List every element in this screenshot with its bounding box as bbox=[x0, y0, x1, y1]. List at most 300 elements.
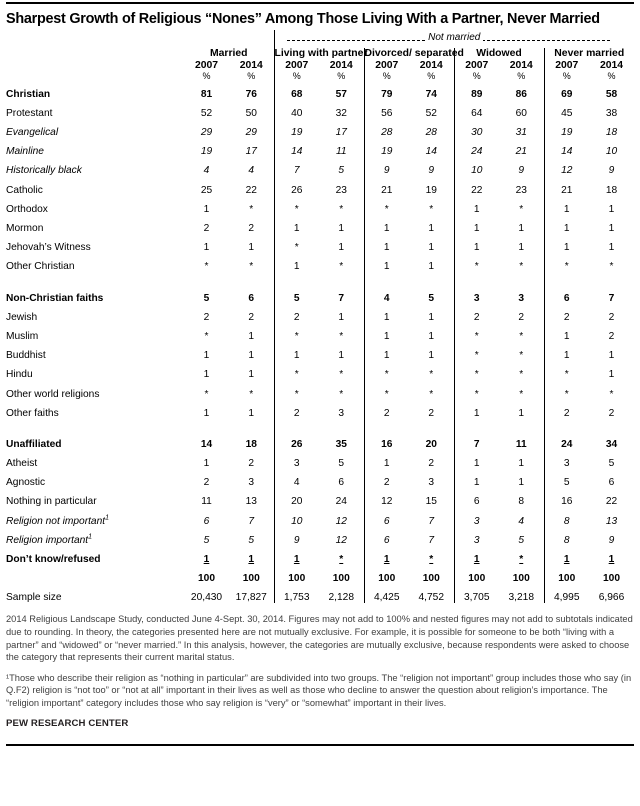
data-cell: 1 bbox=[364, 450, 409, 469]
data-cell: 2 bbox=[248, 458, 255, 470]
data-cell: * bbox=[519, 261, 524, 273]
data-cell: 3 bbox=[518, 292, 525, 304]
spacer-cell bbox=[6, 30, 184, 48]
data-cell: 6 bbox=[338, 477, 345, 489]
data-cell: 1 bbox=[544, 234, 589, 253]
data-cell: * bbox=[339, 330, 344, 342]
spacer-cell bbox=[499, 419, 544, 431]
spacer-cell bbox=[319, 419, 364, 431]
data-cell: 9 bbox=[518, 165, 525, 177]
data-cell: 23 bbox=[515, 184, 527, 196]
table-row bbox=[6, 138, 634, 157]
data-cell: 2,128 bbox=[328, 592, 354, 604]
data-cell: 4 bbox=[203, 165, 210, 177]
data-cell: 4,752 bbox=[418, 592, 444, 604]
data-cell: * bbox=[249, 203, 254, 215]
table-row bbox=[6, 584, 634, 603]
data-cell: * bbox=[249, 388, 254, 400]
data-cell: 52 bbox=[425, 107, 437, 119]
underlined-value: * bbox=[339, 554, 344, 565]
data-cell: 1 bbox=[608, 203, 615, 215]
data-cell: 4,995 bbox=[544, 584, 589, 603]
data-cell: 68 bbox=[274, 81, 319, 100]
year-header: 2007 bbox=[194, 59, 219, 71]
data-cell bbox=[319, 546, 364, 565]
data-cell: 1 bbox=[274, 215, 319, 234]
spacer-cell bbox=[274, 419, 319, 431]
table-row bbox=[6, 469, 634, 488]
data-cell: * bbox=[544, 380, 589, 399]
table-row bbox=[6, 400, 634, 419]
data-cell: 5 bbox=[544, 469, 589, 488]
unit-header: % bbox=[454, 71, 499, 81]
data-cell: 52 bbox=[200, 107, 213, 119]
data-cell: 1 bbox=[364, 234, 409, 253]
data-cell: 4 bbox=[364, 284, 409, 303]
table-row bbox=[6, 323, 634, 342]
data-cell: * bbox=[519, 330, 524, 342]
row-label: Other world religions bbox=[6, 388, 100, 400]
data-cell: 1 bbox=[428, 242, 435, 254]
data-cell: 6 bbox=[364, 527, 409, 546]
data-cell bbox=[589, 546, 634, 565]
data-cell: 2 bbox=[428, 407, 435, 419]
data-cell: 7 bbox=[428, 534, 435, 546]
unit-header: % bbox=[544, 71, 589, 81]
data-cell: 6 bbox=[203, 515, 210, 527]
underlined-value: 1 bbox=[293, 554, 300, 565]
unit-header: % bbox=[202, 70, 211, 81]
data-cell: 24 bbox=[454, 138, 499, 157]
data-cell: 2 bbox=[248, 311, 255, 323]
row-label: Nothing in particular bbox=[6, 496, 97, 508]
data-cell: 17,827 bbox=[235, 592, 267, 604]
data-cell: 50 bbox=[245, 107, 257, 119]
data-cell: 19 bbox=[425, 184, 437, 196]
data-cell: 29 bbox=[200, 127, 213, 139]
data-cell: 11 bbox=[335, 146, 347, 158]
data-cell: * bbox=[519, 203, 524, 215]
data-cell: 13 bbox=[245, 496, 257, 508]
spacer-cell bbox=[454, 419, 499, 431]
data-cell: 1 bbox=[608, 223, 615, 234]
row-label: Religion not important$^1$ bbox=[6, 514, 110, 527]
spacer-cell bbox=[6, 419, 184, 431]
data-cell: 7 bbox=[274, 157, 319, 176]
data-cell: 40 bbox=[274, 100, 319, 119]
data-cell: 1 bbox=[248, 242, 255, 254]
row-label: Hindu bbox=[6, 369, 33, 381]
data-cell: 1 bbox=[428, 330, 435, 342]
data-cell: 1 bbox=[454, 234, 499, 253]
data-cell: 4 bbox=[274, 469, 319, 488]
not-married-span-row bbox=[6, 30, 634, 48]
data-cell: * bbox=[339, 203, 344, 215]
data-cell: * bbox=[544, 361, 589, 380]
row-label: Muslim bbox=[6, 330, 39, 342]
data-cell: 2 bbox=[544, 400, 589, 419]
data-cell: 1 bbox=[544, 342, 589, 361]
bottom-rule bbox=[6, 744, 634, 746]
row-label: Mormon bbox=[6, 223, 44, 234]
year-header-row bbox=[6, 60, 634, 71]
row-label: Jehovah’s Witness bbox=[6, 242, 91, 254]
data-cell: 76 bbox=[245, 88, 257, 100]
data-cell: 14 bbox=[544, 138, 589, 157]
data-cell bbox=[184, 546, 229, 565]
footnote-marker: 1 bbox=[105, 514, 110, 522]
spacer-cell bbox=[229, 272, 274, 284]
row-label: Orthodox bbox=[6, 203, 48, 215]
data-cell: 1 bbox=[203, 407, 210, 419]
data-cell: 1 bbox=[608, 242, 615, 254]
data-cell: 3 bbox=[428, 477, 435, 489]
data-cell: * bbox=[454, 253, 499, 272]
data-cell: 2 bbox=[203, 223, 210, 234]
data-cell: 2 bbox=[608, 311, 615, 323]
data-cell: 5 bbox=[338, 165, 345, 177]
spacer-cell bbox=[364, 272, 409, 284]
data-cell: 34 bbox=[605, 438, 618, 450]
table-row bbox=[6, 450, 634, 469]
data-cell bbox=[409, 546, 454, 565]
table-header bbox=[6, 30, 634, 81]
data-cell: 32 bbox=[335, 107, 347, 119]
data-cell bbox=[499, 546, 544, 565]
data-cell: 1 bbox=[248, 407, 255, 419]
data-cell: 19 bbox=[274, 119, 319, 138]
data-cell: 22 bbox=[245, 184, 257, 196]
data-cell: * bbox=[249, 261, 254, 273]
data-cell: 2 bbox=[364, 400, 409, 419]
notes-block bbox=[6, 603, 634, 730]
data-cell: 1 bbox=[608, 369, 615, 381]
data-cell: 56 bbox=[364, 100, 409, 119]
row-label: Mainline bbox=[6, 146, 44, 158]
underlined-value: 1 bbox=[608, 554, 615, 565]
data-cell: 2 bbox=[608, 330, 615, 342]
data-cell: 16 bbox=[364, 431, 409, 450]
data-cell: * bbox=[609, 388, 614, 400]
data-cell: 5 bbox=[608, 458, 615, 470]
data-cell: 24 bbox=[544, 431, 589, 450]
data-cell: * bbox=[274, 196, 319, 215]
data-cell: 3 bbox=[248, 477, 255, 489]
data-cell bbox=[454, 546, 499, 565]
data-cell: 1 bbox=[338, 350, 345, 362]
data-cell: 1 bbox=[428, 223, 435, 234]
data-cell: 7 bbox=[608, 292, 615, 304]
row-label: Religion important$^1$ bbox=[6, 533, 93, 546]
table-row bbox=[6, 119, 634, 138]
data-cell: 14 bbox=[425, 146, 437, 158]
data-cell: 1 bbox=[428, 311, 435, 323]
data-cell: 1 bbox=[428, 350, 435, 362]
data-cell: 100 bbox=[603, 573, 620, 585]
underlined-value: * bbox=[429, 554, 434, 565]
data-cell: 57 bbox=[335, 88, 347, 100]
data-cell: 8 bbox=[518, 496, 525, 508]
data-cell: 30 bbox=[454, 119, 499, 138]
data-cell: 1 bbox=[518, 223, 525, 234]
underlined-value: 1 bbox=[248, 554, 255, 565]
data-cell: 1 bbox=[338, 311, 345, 323]
data-cell: 3 bbox=[274, 450, 319, 469]
row-label: Evangelical bbox=[6, 127, 59, 139]
data-cell: 1 bbox=[364, 304, 409, 323]
data-cell: 5 bbox=[518, 534, 525, 546]
data-cell: 1 bbox=[518, 407, 525, 419]
data-cell: 1 bbox=[364, 342, 409, 361]
row-label: Unaffiliated bbox=[6, 438, 62, 450]
data-cell: 6 bbox=[364, 507, 409, 526]
source-note: 2014 Religious Landscape Study, conducted June 4-Sept. 30, 2014. Figures may not add to 100% and nested figures may not add to subtotals indicated due to rounding. In theory, the categories presented here are not mutually exclusive. For example, it is possible for someone to be both “living with a partner” and “widowed” or “never married.” In this analysis, however, the categories are mutually exclusive, because respondents were asked to choose the category that represents their current marital status. bbox=[6, 614, 633, 663]
spacer-cell bbox=[409, 419, 454, 431]
row-label: Agnostic bbox=[6, 477, 46, 489]
data-cell: 1 bbox=[518, 242, 525, 254]
spacer-cell bbox=[6, 71, 184, 81]
data-cell bbox=[544, 546, 589, 565]
data-cell: 5 bbox=[203, 534, 210, 546]
data-cell: 5 bbox=[338, 458, 345, 470]
table-row bbox=[6, 342, 634, 361]
group-header-row bbox=[6, 48, 634, 60]
spacer-cell bbox=[544, 272, 589, 284]
data-cell: 4,425 bbox=[364, 584, 409, 603]
data-cell: * bbox=[339, 388, 344, 400]
footnote-1: ¹Those who describe their religion as “nothing in particular” are subdivided into two groups. The “religion not important” group includes those who say (in Q.F2) religion is “not too” or “not at all” important in their lives as well as those who decline to answer the question about religion’s importance. The “religion important” category includes those who say religion is “very” or “somewhat” important in their lives. bbox=[6, 672, 632, 708]
data-cell bbox=[364, 546, 409, 565]
year-header: 2014 bbox=[599, 59, 624, 71]
data-cell: 11 bbox=[515, 438, 527, 450]
data-cell: 26 bbox=[274, 431, 319, 450]
data-cell: 14 bbox=[274, 138, 319, 157]
table-row bbox=[6, 157, 634, 176]
table-row bbox=[6, 100, 634, 119]
data-cell: 20 bbox=[425, 438, 437, 450]
data-cell: 28 bbox=[425, 127, 437, 139]
data-cell: 29 bbox=[245, 127, 257, 139]
data-cell: 6 bbox=[608, 477, 615, 489]
data-cell: 100 bbox=[512, 573, 530, 585]
data-cell: 1 bbox=[274, 342, 319, 361]
data-cell: 20 bbox=[274, 488, 319, 507]
data-cell: 100 bbox=[274, 565, 319, 584]
data-cell: 12 bbox=[544, 157, 589, 176]
data-cell: * bbox=[429, 203, 434, 215]
data-cell: 45 bbox=[544, 100, 589, 119]
data-cell: 1 bbox=[454, 450, 499, 469]
data-cell: 25 bbox=[200, 184, 213, 196]
spacer-cell bbox=[184, 272, 229, 284]
not-married-label: Not married bbox=[275, 32, 635, 43]
table-row bbox=[6, 215, 634, 234]
year-header: 2014 bbox=[419, 59, 443, 71]
data-cell: * bbox=[204, 330, 209, 342]
data-cell: 2 bbox=[454, 304, 499, 323]
data-cell: * bbox=[364, 380, 409, 399]
data-cell: 11 bbox=[201, 496, 212, 508]
data-cell: 2 bbox=[608, 407, 615, 419]
table-row bbox=[6, 431, 634, 450]
data-cell: 10 bbox=[274, 507, 319, 526]
data-cell: 1 bbox=[364, 323, 409, 342]
table-spacer-row bbox=[6, 419, 634, 431]
col-group-divorced-separated: Divorced/ separated bbox=[364, 48, 464, 59]
data-cell: 18 bbox=[245, 438, 257, 450]
data-cell: 1 bbox=[364, 215, 409, 234]
data-cell: 1 bbox=[454, 196, 499, 215]
spacer-cell bbox=[229, 419, 274, 431]
data-cell: 1 bbox=[364, 253, 409, 272]
data-cell: 9 bbox=[274, 527, 319, 546]
data-cell: 26 bbox=[274, 176, 319, 195]
spacer-cell bbox=[319, 272, 364, 284]
row-label: Buddhist bbox=[6, 350, 46, 362]
married-span-blank bbox=[184, 30, 274, 48]
data-cell: * bbox=[454, 342, 499, 361]
data-cell: 1 bbox=[518, 458, 525, 470]
row-label: Other Christian bbox=[6, 261, 75, 273]
underlined-value: 1 bbox=[563, 554, 570, 565]
unit-header-row bbox=[6, 71, 634, 81]
data-cell: * bbox=[454, 380, 499, 399]
data-cell: 23 bbox=[335, 184, 347, 196]
data-cell: * bbox=[519, 350, 524, 362]
table-row bbox=[6, 253, 634, 272]
table-body bbox=[6, 81, 634, 604]
table-row bbox=[6, 304, 634, 323]
data-cell: 31 bbox=[515, 127, 527, 139]
data-cell: 2 bbox=[248, 223, 255, 234]
data-cell: 3 bbox=[544, 450, 589, 469]
data-cell: 19 bbox=[200, 146, 213, 158]
table-row bbox=[6, 81, 634, 100]
data-cell: 9 bbox=[608, 165, 615, 177]
data-cell: 2 bbox=[364, 469, 409, 488]
data-cell: 1 bbox=[544, 323, 589, 342]
data-cell: 2 bbox=[274, 400, 319, 419]
underlined-value: 1 bbox=[203, 554, 210, 565]
spacer-cell bbox=[6, 272, 184, 284]
data-cell: * bbox=[454, 323, 499, 342]
spacer-cell bbox=[544, 419, 589, 431]
spacer-cell bbox=[364, 419, 409, 431]
data-cell: 22 bbox=[605, 496, 618, 508]
underlined-value: * bbox=[519, 554, 524, 565]
data-cell: * bbox=[274, 234, 319, 253]
data-cell: 1 bbox=[203, 369, 210, 381]
data-cell: 5 bbox=[203, 292, 210, 304]
data-cell: 12 bbox=[364, 488, 409, 507]
data-cell: 8 bbox=[544, 527, 589, 546]
data-cell: 4 bbox=[248, 165, 255, 177]
data-cell: 100 bbox=[422, 573, 440, 585]
table-spacer-row bbox=[6, 272, 634, 284]
religion-by-marital-status-table bbox=[6, 30, 634, 603]
data-cell: * bbox=[429, 369, 434, 381]
data-cell: 81 bbox=[200, 88, 213, 100]
data-cell: 1 bbox=[454, 400, 499, 419]
data-cell: 6 bbox=[454, 488, 499, 507]
data-cell: 100 bbox=[454, 565, 499, 584]
data-cell: 16 bbox=[544, 488, 589, 507]
data-cell: 1 bbox=[338, 223, 345, 234]
data-cell: 2 bbox=[274, 304, 319, 323]
data-cell: 35 bbox=[335, 438, 347, 450]
unit-header: % bbox=[337, 70, 346, 81]
data-cell: 100 bbox=[332, 573, 350, 585]
year-header: 2014 bbox=[239, 59, 263, 71]
unit-header: % bbox=[364, 71, 409, 81]
data-cell: 3 bbox=[454, 284, 499, 303]
year-header: 2007 bbox=[274, 60, 319, 71]
year-header: 2007 bbox=[364, 60, 409, 71]
data-cell: * bbox=[364, 361, 409, 380]
data-cell: 86 bbox=[515, 88, 527, 100]
data-cell: * bbox=[339, 261, 344, 273]
data-cell: * bbox=[274, 361, 319, 380]
data-cell: 1 bbox=[248, 330, 255, 342]
data-cell: * bbox=[519, 369, 524, 381]
data-cell: 6,966 bbox=[598, 592, 625, 604]
data-cell: 1,753 bbox=[274, 584, 319, 603]
table-row bbox=[6, 361, 634, 380]
data-cell: 69 bbox=[544, 81, 589, 100]
year-header: 2007 bbox=[544, 60, 589, 71]
data-cell: 79 bbox=[364, 81, 409, 100]
data-cell: 9 bbox=[608, 534, 615, 546]
data-cell: 9 bbox=[364, 157, 409, 176]
data-cell: * bbox=[364, 196, 409, 215]
col-group-married: Married bbox=[209, 48, 248, 59]
year-header: 2014 bbox=[329, 59, 353, 71]
data-cell: 100 bbox=[242, 573, 260, 585]
data-cell: 1 bbox=[454, 469, 499, 488]
data-cell: * bbox=[274, 323, 319, 342]
data-cell: 5 bbox=[274, 284, 319, 303]
data-cell: 21 bbox=[515, 146, 527, 158]
data-cell: 5 bbox=[428, 292, 435, 304]
data-cell: 21 bbox=[364, 176, 409, 195]
table-row bbox=[6, 507, 634, 526]
spacer-cell bbox=[6, 48, 184, 60]
data-cell: 3 bbox=[454, 507, 499, 526]
data-cell: 2 bbox=[428, 458, 435, 470]
data-cell: 100 bbox=[364, 565, 409, 584]
data-cell: 15 bbox=[425, 496, 437, 508]
spacer-cell bbox=[499, 272, 544, 284]
data-cell: 3 bbox=[454, 527, 499, 546]
data-cell: 89 bbox=[454, 81, 499, 100]
data-cell: 3,705 bbox=[454, 584, 499, 603]
data-cell: * bbox=[429, 388, 434, 400]
underlined-value: 1 bbox=[473, 554, 480, 565]
data-cell: 24 bbox=[335, 496, 347, 508]
data-cell: 1 bbox=[203, 203, 210, 215]
data-cell: 12 bbox=[335, 515, 347, 527]
data-cell: 18 bbox=[605, 127, 618, 139]
data-cell: 7 bbox=[338, 292, 345, 304]
row-label: Historically black bbox=[6, 165, 82, 177]
data-cell: 2 bbox=[203, 311, 210, 323]
row-label: Other faiths bbox=[6, 407, 59, 419]
data-cell: 100 bbox=[544, 565, 589, 584]
table-row bbox=[6, 234, 634, 253]
data-cell: 20,430 bbox=[190, 592, 223, 604]
row-label: Atheist bbox=[6, 458, 38, 470]
unit-header: % bbox=[427, 70, 436, 81]
